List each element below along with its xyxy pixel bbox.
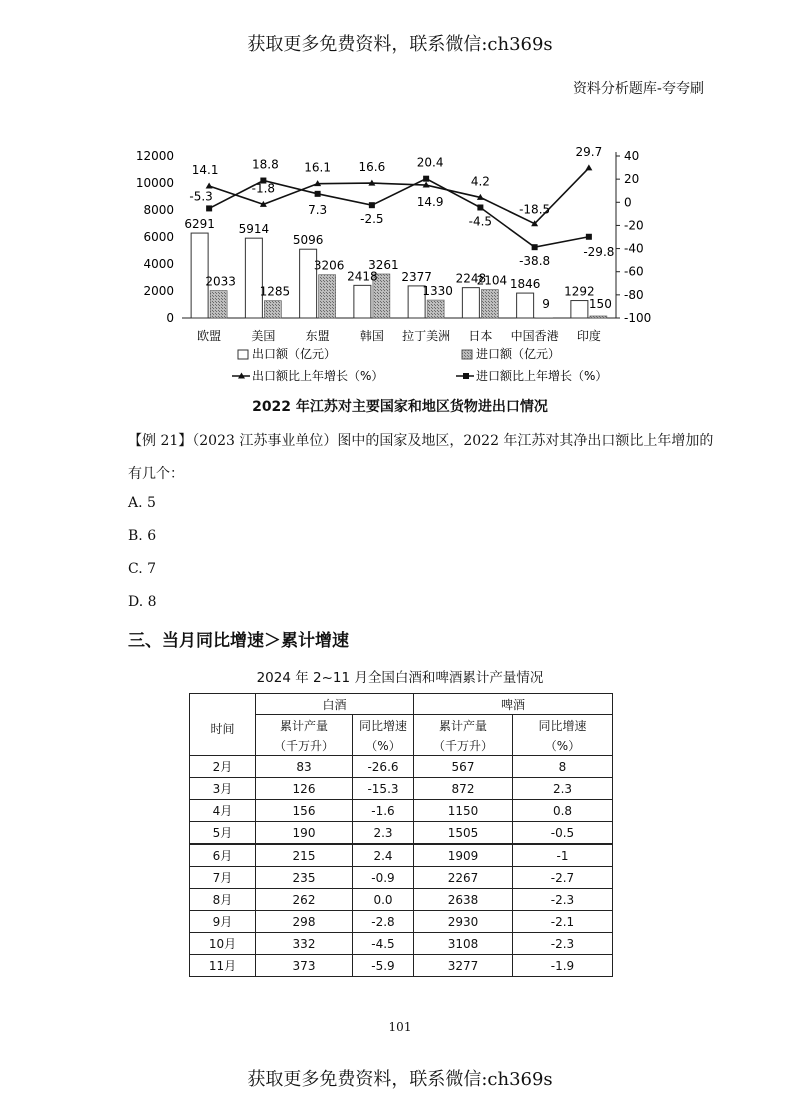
cell-beer-prod: 567: [414, 756, 513, 778]
production-table: [189, 693, 613, 977]
cell-beer-prod: 2930: [414, 911, 513, 933]
export-value-label: 2248: [455, 271, 487, 286]
import-bar: [210, 291, 227, 318]
cell-baijiu-prod: 190: [256, 822, 353, 845]
cell-beer-prod: 3108: [414, 933, 513, 955]
cell-beer-growth: -0.5: [513, 822, 613, 845]
cell-beer-prod: 2267: [414, 867, 513, 889]
trade-chart: [120, 140, 680, 390]
right-tick-label: -40: [624, 241, 644, 256]
x-tick-label: 韩国: [359, 329, 384, 343]
cell-baijiu-growth: 2.3: [353, 822, 414, 845]
import-growth-value-label: -29.8: [583, 244, 615, 259]
header-right-text: 资料分析题库-夸夸刷: [572, 81, 704, 97]
left-tick-label: 6000: [143, 230, 174, 244]
import-growth-value-label: -2.5: [360, 212, 384, 227]
baijiu-prod-unit: （千万升）: [256, 735, 353, 756]
footer-contact-text: 获取更多免费资料，联系微信:ch369s: [247, 1069, 553, 1090]
right-tick-label: -100: [624, 311, 652, 325]
cell-baijiu-prod: 126: [256, 778, 353, 800]
right-tick-label: 20: [624, 172, 640, 187]
right-tick-label: -80: [624, 287, 644, 302]
export-bar: [245, 238, 262, 318]
cell-baijiu-prod: 298: [256, 911, 353, 933]
cell-beer-prod: 3277: [414, 955, 513, 977]
table-row: [190, 756, 613, 778]
page-number: 101: [388, 1020, 412, 1034]
question-text: 【例 21】（2023 江苏事业单位）图中的国家及地区，2022 年江苏对其净出口额比上年增加的有几个：: [128, 433, 714, 482]
cell-beer-prod: 2638: [414, 889, 513, 911]
cell-beer-growth: -2.1: [513, 911, 613, 933]
import-growth-point: [369, 202, 375, 208]
export-value-label: 5096: [292, 233, 324, 248]
cell-month: 5月: [190, 822, 256, 845]
cell-month: 11月: [190, 955, 256, 977]
cell-beer-growth: -2.3: [513, 933, 613, 955]
cell-beer-prod: 1505: [414, 822, 513, 845]
cell-beer-prod: 1909: [414, 844, 513, 867]
import-bar: [264, 301, 281, 318]
cell-month: 6月: [190, 844, 256, 867]
cell-beer-growth: 2.3: [513, 778, 613, 800]
import-growth-value-label: -4.5: [468, 214, 493, 229]
import-value-label: 2033: [205, 274, 236, 289]
export-value-label: 2418: [347, 269, 378, 284]
cell-baijiu-growth: -4.5: [353, 933, 414, 955]
export-growth-value-label: 14.9: [416, 195, 444, 210]
import-growth-point: [532, 244, 538, 250]
left-tick-label: 0: [166, 311, 174, 325]
cell-baijiu-growth: -0.9: [353, 867, 414, 889]
legend-export-label: 出口额（亿元）: [252, 347, 337, 361]
cell-baijiu-growth: 2.4: [353, 844, 414, 867]
export-growth-value-label: 16.1: [304, 160, 331, 175]
cell-beer-growth: 0.8: [513, 800, 613, 822]
table-row: [190, 933, 613, 955]
cell-beer-prod: 1150: [414, 800, 513, 822]
export-growth-value-label: 29.7: [575, 144, 603, 159]
export-value-label: 1846: [509, 277, 541, 292]
legend-import-label: 进口额（亿元）: [476, 347, 561, 361]
left-tick-label: 10000: [135, 176, 174, 190]
table-row: [190, 889, 613, 911]
import-bar: [319, 275, 336, 318]
beer-growth-header: 同比增速: [513, 715, 613, 736]
legend-import-growth-label: 进口额比上年增长（%）: [476, 369, 608, 383]
x-tick-label: 日本: [468, 329, 493, 343]
cell-baijiu-growth: 0.0: [353, 889, 414, 911]
legend-import-growth-marker: [463, 373, 469, 379]
cell-baijiu-growth: -26.6: [353, 756, 414, 778]
cell-baijiu-growth: -15.3: [353, 778, 414, 800]
export-bar: [354, 285, 371, 318]
cell-month: 3月: [190, 778, 256, 800]
import-growth-value-label: 18.8: [252, 157, 279, 172]
left-tick-label: 8000: [143, 203, 174, 217]
export-growth-value-label: 4.2: [470, 174, 490, 189]
x-tick-label: 拉丁美洲: [402, 329, 451, 343]
cell-beer-growth: -1.9: [513, 955, 613, 977]
baijiu-growth-header: 同比增速: [353, 715, 414, 736]
legend-export-growth-label: 出口额比上年增长（%）: [252, 369, 384, 383]
beer-prod-header: 累计产量: [414, 715, 513, 736]
cell-month: 8月: [190, 889, 256, 911]
import-bar: [427, 300, 444, 318]
table-row: [190, 822, 613, 845]
cell-beer-growth: -1: [513, 844, 613, 867]
option-b[interactable]: B. 6: [128, 528, 157, 544]
chart-title: 2022 年江苏对主要国家和地区货物进出口情况: [252, 399, 548, 415]
export-growth-value-label: -18.5: [519, 202, 551, 217]
import-value-label: 2104: [476, 273, 508, 288]
import-value-label: 1285: [259, 284, 291, 299]
export-value-label: 6291: [184, 217, 215, 232]
table-row: [190, 911, 613, 933]
right-tick-label: -60: [624, 264, 644, 279]
option-d[interactable]: D. 8: [128, 594, 157, 610]
header-contact-text: 获取更多免费资料，联系微信:ch369s: [247, 34, 553, 55]
import-growth-value-label: -5.3: [189, 189, 213, 204]
cell-baijiu-prod: 262: [256, 889, 353, 911]
import-value-label: 3261: [368, 257, 399, 272]
cell-beer-prod: 872: [414, 778, 513, 800]
cell-baijiu-growth: -2.8: [353, 911, 414, 933]
import-growth-point: [206, 205, 212, 211]
export-growth-value-label: 16.6: [358, 160, 386, 175]
option-a[interactable]: A. 5: [128, 495, 156, 511]
cell-baijiu-prod: 235: [256, 867, 353, 889]
right-tick-label: -20: [624, 218, 644, 233]
cell-beer-growth: -2.7: [513, 867, 613, 889]
import-bar: [481, 290, 498, 318]
left-tick-label: 4000: [143, 257, 174, 271]
right-tick-label: 40: [624, 149, 640, 163]
export-growth-point: [585, 164, 592, 170]
cell-month: 10月: [190, 933, 256, 955]
import-bar: [536, 318, 553, 319]
group-baijiu-header: 白酒: [256, 694, 414, 715]
import-growth-point: [477, 204, 483, 210]
right-tick-label: 0: [624, 195, 632, 210]
import-bar: [590, 316, 607, 318]
col-time-header: 时间: [190, 694, 256, 756]
left-tick-label: 2000: [143, 284, 174, 298]
cell-baijiu-prod: 215: [256, 844, 353, 867]
option-c[interactable]: C. 7: [128, 561, 157, 577]
x-tick-label: 印度: [576, 329, 601, 343]
import-growth-point: [315, 191, 321, 197]
cell-baijiu-prod: 156: [256, 800, 353, 822]
export-bar: [571, 301, 588, 318]
export-growth-value-label: -1.8: [251, 181, 276, 196]
left-tick-label: 12000: [135, 149, 174, 163]
x-tick-label: 美国: [251, 329, 276, 343]
import-growth-value-label: 7.3: [308, 202, 328, 217]
table-row: [190, 778, 613, 800]
section-title: 三、当月同比增速＞累计增速: [128, 631, 349, 651]
export-bar: [517, 293, 534, 318]
legend-export-swatch: [238, 350, 248, 359]
x-tick-label: 中国香港: [510, 329, 559, 343]
table-row: [190, 800, 613, 822]
cell-baijiu-growth: -5.9: [353, 955, 414, 977]
export-value-label: 1292: [564, 284, 595, 299]
cell-baijiu-prod: 83: [256, 756, 353, 778]
beer-growth-unit: （%）: [513, 735, 613, 756]
cell-beer-growth: 8: [513, 756, 613, 778]
cell-baijiu-growth: -1.6: [353, 800, 414, 822]
cell-baijiu-prod: 373: [256, 955, 353, 977]
import-growth-point: [423, 176, 429, 182]
table-row: [190, 844, 613, 867]
cell-month: 4月: [190, 800, 256, 822]
import-value-label: 9: [542, 297, 550, 311]
export-growth-point: [206, 182, 213, 188]
import-value-label: 3206: [313, 258, 345, 273]
import-growth-value-label: -38.8: [519, 254, 551, 269]
import-value-label: 150: [588, 297, 612, 311]
export-value-label: 5914: [238, 222, 270, 237]
baijiu-prod-header: 累计产量: [256, 715, 353, 736]
group-beer-header: 啤酒: [414, 694, 613, 715]
x-tick-label: 欧盟: [197, 329, 222, 343]
table-row: [190, 955, 613, 977]
import-growth-value-label: 20.4: [416, 155, 444, 170]
cell-month: 2月: [190, 756, 256, 778]
baijiu-growth-unit: （%）: [353, 735, 414, 756]
beer-prod-unit: （千万升）: [414, 735, 513, 756]
legend-import-swatch: [462, 350, 472, 359]
export-bar: [462, 288, 479, 318]
export-value-label: 2377: [401, 269, 432, 284]
import-value-label: 1330: [422, 284, 453, 299]
cell-beer-growth: -2.3: [513, 889, 613, 911]
export-growth-value-label: 14.1: [191, 162, 219, 177]
import-growth-point: [586, 234, 592, 240]
x-tick-label: 东盟: [305, 329, 330, 343]
cell-month: 7月: [190, 867, 256, 889]
table-row: [190, 867, 613, 889]
table-title: 2024 年 2~11 月全国白酒和啤酒累计产量情况: [256, 670, 544, 686]
cell-baijiu-prod: 332: [256, 933, 353, 955]
cell-month: 9月: [190, 911, 256, 933]
